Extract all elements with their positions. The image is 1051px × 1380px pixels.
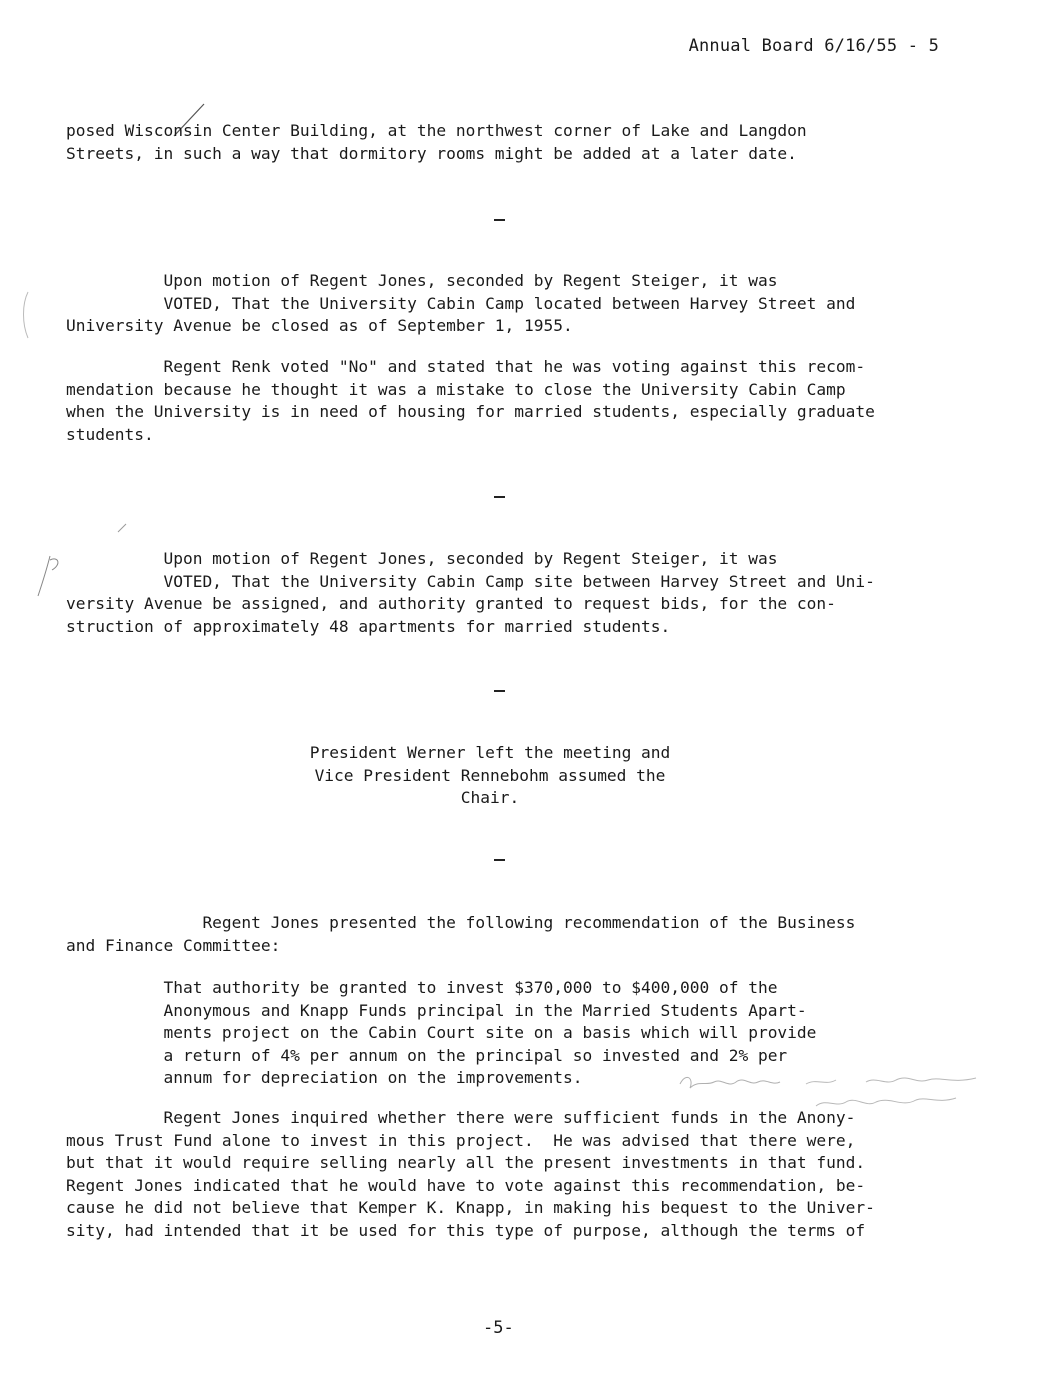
paragraph-jones-inquiry: Regent Jones inquired whether there were sufficient funds in the Anony- mous Trust Fund alone to invest in this project. He was advised that there were, but that it would require selling nearly all the present investments in that fund. Regent Jones indicated that he would have to vote against this recommendation, be- cause he did not believe that Kemper K. Knapp, in making his bequest to the Univer- sity, had intended that it be used for this type of purpose, although the terms of — [66, 1108, 875, 1240]
page-header: Annual Board 6/16/55 - 5 — [688, 36, 939, 56]
paragraph-cabin-camp-closing-motion: Upon motion of Regent Jones, seconded by Regent Steiger, it was VOTED, That the University Cabin Camp located between Harvey Street and University Avenue be closed as of September 1, 1955. — [66, 271, 856, 335]
paragraph-wisconsin-center: posed Wisconsin Center Building, at the northwest corner of Lake and Langdon Streets, in such a way that dormitory rooms might be added at a later date. — [66, 121, 807, 163]
paragraph-chair-change: President Werner left the meeting and Vice President Rennebohm assumed the Chair. — [309, 743, 671, 807]
section-separator — [494, 859, 505, 861]
handwritten-bracket-mark — [18, 290, 32, 340]
section-separator — [494, 219, 505, 221]
section-separator — [494, 690, 505, 692]
section-separator — [494, 496, 505, 498]
paragraph-renk-vote: Regent Renk voted "No" and stated that he was voting against this recom- mendation because he thought it was a mistake to close the University Cabin Camp when the University is in need of housing for married students, especially graduate students. — [66, 357, 875, 444]
paragraph-recommendation-text: That authority be granted to invest $370,000 to $400,000 of the Anonymous and Knapp Funds principal in the Married Students Apart- ments project on the Cabin Court site on a basis which will provide a return of 4% per annum on the principal so invested and 2% per annum for depreciation on the improvements. — [163, 978, 817, 1087]
page-number: -5- — [483, 1318, 514, 1338]
paragraph-cabin-camp-site-motion: Upon motion of Regent Jones, seconded by Regent Steiger, it was VOTED, That the University Cabin Camp site between Harvey Street and Uni- versity Avenue be assigned, and authority granted to request bids, for the con- struction of approximately 48 apartments for married students. — [66, 549, 875, 636]
paragraph-jones-recommendation-intro: Regent Jones presented the following recommendation of the Business and Finance Committee: — [66, 913, 856, 955]
